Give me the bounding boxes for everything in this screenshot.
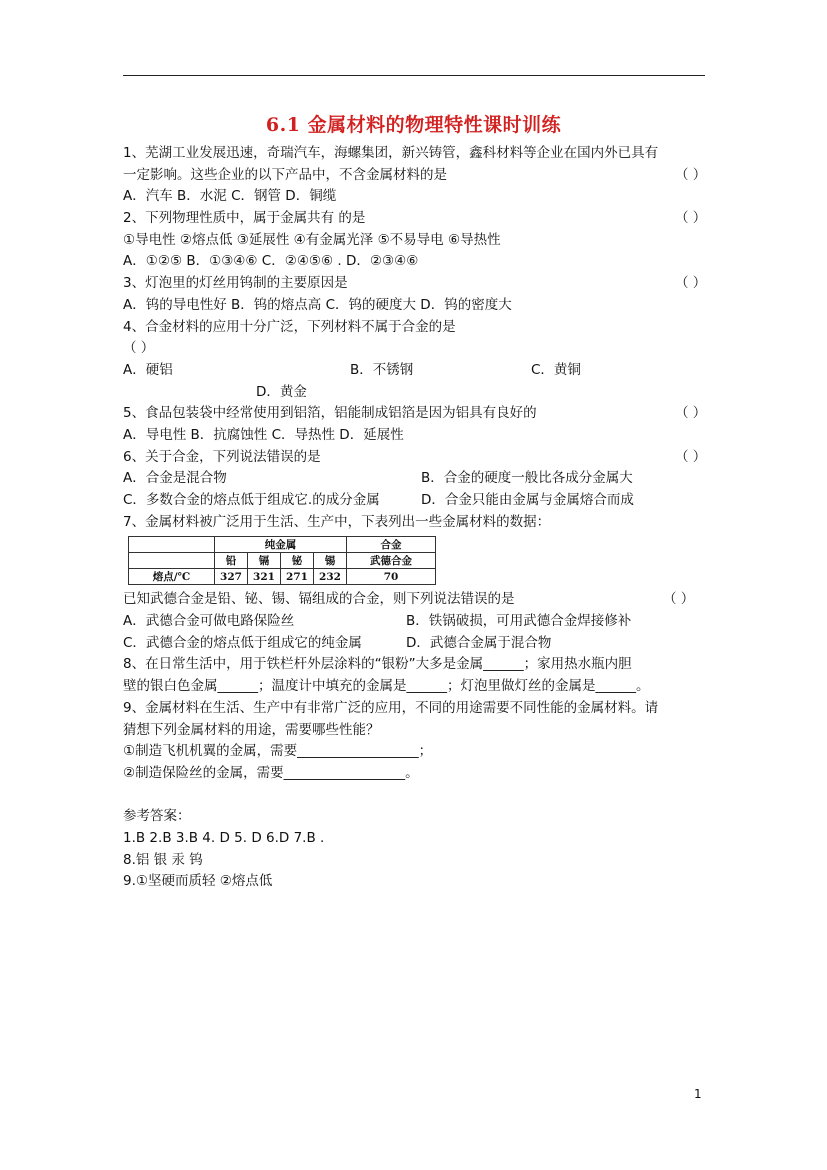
answers-heading: 参考答案： xyxy=(123,808,191,825)
q6-option-b: B．合金的硬度一般比各成分金属大 xyxy=(421,470,633,487)
q7-line2 xyxy=(123,589,713,611)
q5-line1 xyxy=(123,403,713,425)
q1-stem: 一定影响。这些企业的以下产品中，不含金属材料的是 xyxy=(123,166,447,183)
q6-answer-paren: （ ） xyxy=(675,448,707,465)
q5-answer-paren: （ ） xyxy=(675,405,707,422)
page-number: 1 xyxy=(694,1087,702,1101)
q7-option-d: D．武德合金属于混合物 xyxy=(406,634,552,651)
table-metal-name: 铋 xyxy=(281,553,314,569)
q4-paren-line xyxy=(123,338,713,360)
q7-line1: 7、金属材料被广泛用于生活、生产中，下表列出一些金属材料的数据： xyxy=(123,513,551,530)
table-alloy-name: 武德合金 xyxy=(347,553,436,569)
q4-line1: 4、合金材料的应用十分广泛，下列材料不属于合金的是 xyxy=(123,318,456,335)
table-group-pure: 纯金属 xyxy=(215,537,347,553)
q5-stem: 5、食品包装袋中经常使用到铝箔，铝能制成铝箔是因为铝具有良好的 xyxy=(123,405,537,422)
table-group-alloy: 合金 xyxy=(347,537,436,553)
q7-answer-paren: （ ） xyxy=(663,591,695,608)
q7-option-b: B．铁锅破损，可用武德合金焊接修补 xyxy=(406,613,632,630)
spacer xyxy=(123,785,713,807)
q1-line1: 1、芜湖工业发展迅速，奇瑞汽车，海螺集团，新兴铸管，鑫科材料等企业在国内外已具有 xyxy=(123,145,659,161)
header-rule xyxy=(123,75,705,76)
q7-stem: 已知武德合金是铅、铋、锡、镉组成的合金，则下列说法错误的是 xyxy=(123,591,515,608)
q6-stem: 6、关于合金，下列说法错误的是 xyxy=(123,448,321,465)
q6-options-row2 xyxy=(123,490,713,512)
q6-option-a: A．合金是混合物 xyxy=(123,470,227,487)
table-metal-name: 铅 xyxy=(215,553,248,569)
q4-option-b: B．不锈钢 xyxy=(350,361,414,378)
question-content xyxy=(123,143,713,893)
q2-options: A．①②⑤ B．①③④⑥ C．②④⑤⑥ . D．②③④⑥ xyxy=(123,253,419,270)
table-cell: 70 xyxy=(347,569,436,585)
q6-option-d: D．合金只能由金属与金属熔合而成 xyxy=(421,492,634,508)
q7-option-a: A．武德合金可做电路保险丝 xyxy=(123,613,295,630)
q9-item2: ②制造保险丝的金属，需要__________________。 xyxy=(123,764,419,781)
q6-options-row1 xyxy=(123,468,713,490)
q1-options: A．汽车 B．水泥 C．钢管 D．铜缆 xyxy=(123,188,337,205)
q3-stem: 3、灯泡里的灯丝用钨制的主要原因是 xyxy=(123,275,348,292)
table-cell: 321 xyxy=(248,569,281,585)
q7-options-row2 xyxy=(123,633,713,655)
table-value-row xyxy=(129,569,436,585)
table-row-label: 熔点/℃ xyxy=(129,569,215,585)
q4-option-a: A．硬铝 xyxy=(123,361,173,378)
q4-option-c: C．黄铜 xyxy=(531,361,581,378)
q7-options-row1 xyxy=(123,611,713,633)
answers-line1: 1.B 2.B 3.B 4. D 5. D 6.D 7.B . xyxy=(123,829,325,846)
q6-option-c: C．多数合金的熔点低于组成它.的成分金属 xyxy=(123,492,380,508)
q3-answer-paren: （ ） xyxy=(675,275,707,292)
q9-item1: ①制造飞机机翼的金属，需要__________________； xyxy=(123,743,433,760)
answers-line2: 8.铝 银 汞 钨 xyxy=(123,851,203,868)
table-metal-name: 锡 xyxy=(314,553,347,569)
q1-answer-paren: （ ） xyxy=(675,166,707,183)
q9-line1: 9、金属材料在生活、生产中有非常广泛的应用，不同的用途需要不同性能的金属材料。请 xyxy=(123,699,659,716)
table-header-row xyxy=(129,537,436,553)
q3-line1 xyxy=(123,273,713,295)
q4-options-row2 xyxy=(123,382,713,404)
table-corner-cell xyxy=(129,537,215,553)
q2-answer-paren: （ ） xyxy=(675,210,707,227)
table-empty-cell xyxy=(129,553,215,569)
q2-line1 xyxy=(123,208,713,230)
q4-answer-paren: （ ） xyxy=(123,340,155,357)
table-metal-name: 镉 xyxy=(248,553,281,569)
q4-options-row1 xyxy=(123,360,713,382)
table-cell: 232 xyxy=(314,569,347,585)
q1-line2 xyxy=(123,165,713,187)
q8-line1: 8、在日常生活中，用于铁栏杆外层涂料的“银粉”大多是金属______；家用热水瓶内胆 xyxy=(123,656,632,673)
answers-line3: 9.①坚硬而质轻 ②熔点低 xyxy=(123,873,273,890)
table-cell: 271 xyxy=(281,569,314,585)
q4-option-d: D．黄金 xyxy=(256,383,307,400)
q2-items: ①导电性 ②熔点低 ③延展性 ④有金属光泽 ⑤不易导电 ⑥导热性 xyxy=(123,231,501,248)
q3-options: A．钨的导电性好 B．钨的熔点高 C．钨的硬度大 D．钨的密度大 xyxy=(123,296,512,313)
page-title: 6.1 金属材料的物理特性课时训练 xyxy=(265,114,562,136)
melting-point-table xyxy=(128,536,436,585)
q6-line1 xyxy=(123,447,713,469)
q9-line2: 猜想下列金属材料的用途，需要哪些性能？ xyxy=(123,721,380,738)
table-cell: 327 xyxy=(215,569,248,585)
q2-stem: 2、下列物理性质中，属于金属共有 的是 xyxy=(123,210,366,227)
q8-line2: 壁的银白色金属______；温度计中填充的金属是______；灯泡里做灯丝的金属是______。 xyxy=(123,678,650,695)
q7-option-c: C．武德合金的熔点低于组成它的纯金属 xyxy=(123,634,362,651)
q5-options: A．导电性 B．抗腐蚀性 C．导热性 D．延展性 xyxy=(123,426,404,443)
table-metal-row xyxy=(129,553,436,569)
